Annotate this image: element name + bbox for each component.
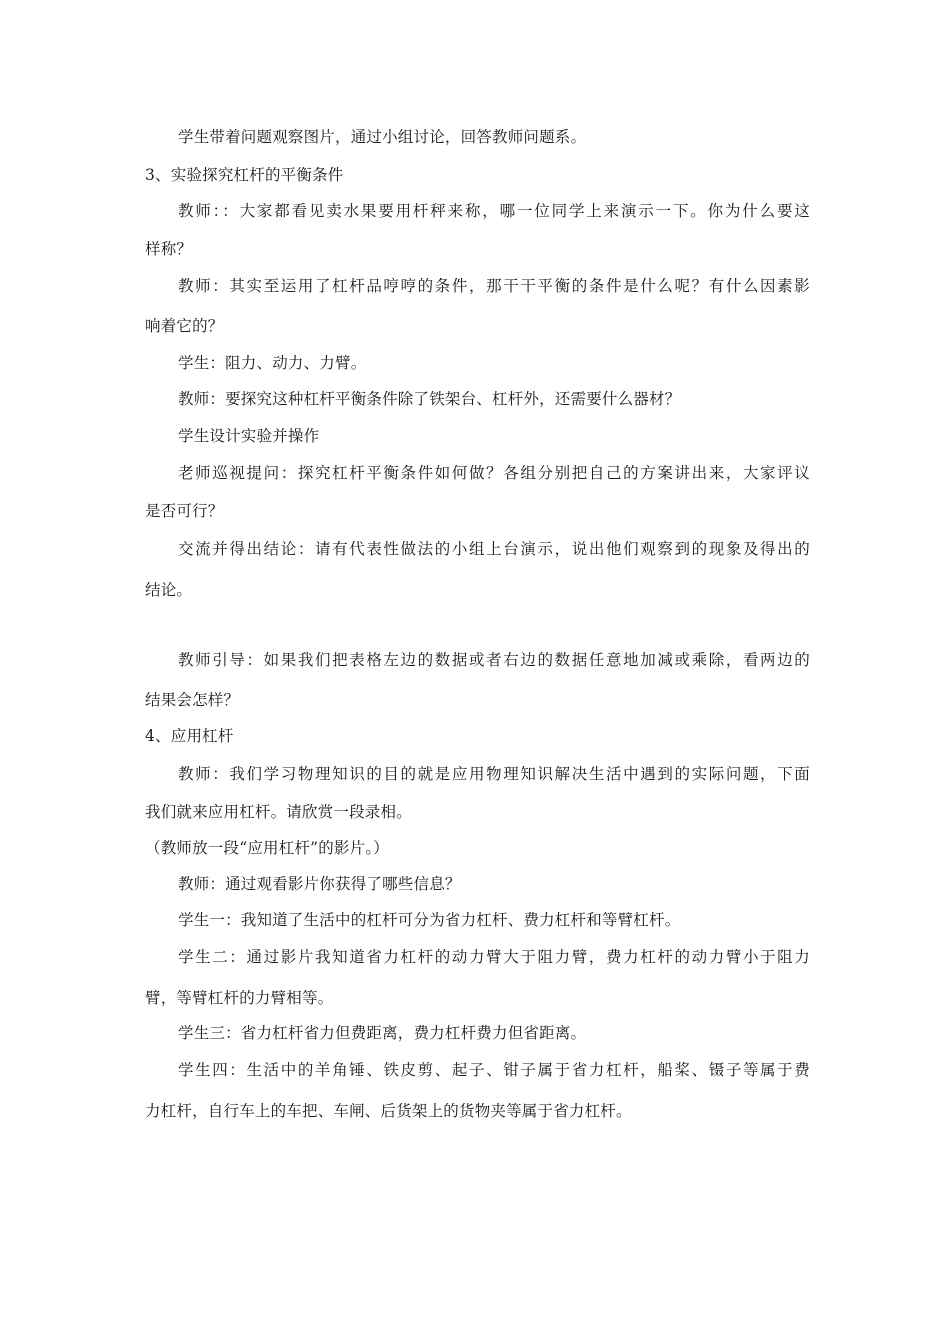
- paragraph-line: 学生：阻力、动力、力臂。: [178, 354, 367, 372]
- paragraph-line: 响着它的？: [145, 317, 224, 335]
- paragraph-line: （教师放一段“应用杠杆”的影片。）: [145, 839, 389, 857]
- paragraph-line: 是否可行？: [145, 502, 224, 520]
- paragraph-line: 学生设计实验并操作: [178, 427, 320, 445]
- paragraph-line: 教师：：大家都看见卖水果要用杆秤来称，哪一位同学上来演示一下。你为什么要这: [178, 202, 810, 220]
- paragraph-line: 我们就来应用杠杆。请欣赏一段录相。: [145, 803, 412, 821]
- paragraph-line: 臂，等臂杠杆的力臂相等。: [145, 989, 334, 1007]
- paragraph-line: 交流并得出结论：请有代表性做法的小组上台演示，说出他们观察到的现象及得出的: [178, 540, 810, 558]
- paragraph-line: 教师：其实至运用了杠杆品哼哼的条件，那干干平衡的条件是什么呢？有什么因素影: [178, 277, 810, 295]
- section-heading: 4、应用杠杆: [145, 727, 234, 745]
- paragraph-line: 学生带着问题观察图片，通过小组讨论，回答教师问题系。: [178, 128, 587, 146]
- paragraph-line: 学生三：省力杠杆省力但费距离，费力杠杆费力但省距离。: [178, 1024, 587, 1042]
- paragraph-line: 教师引导：如果我们把表格左边的数据或者右边的数据任意地加减或乘除，看两边的: [178, 651, 810, 669]
- paragraph-line: 样称？: [145, 240, 193, 258]
- paragraph-line: 学生一：我知道了生活中的杠杆可分为省力杠杆、费力杠杆和等臂杠杆。: [178, 911, 681, 929]
- paragraph-line: 力杠杆，自行车上的车把、车闸、后货架上的货物夹等属于省力杠杆。: [145, 1102, 632, 1120]
- paragraph-line: 结果会怎样？: [145, 691, 240, 709]
- section-heading: 3、实验探究杠杆的平衡条件: [145, 166, 344, 184]
- paragraph-line: 教师：通过观看影片你获得了哪些信息？: [178, 875, 461, 893]
- paragraph-line: 老师巡视提问：探究杠杆平衡条件如何做？各组分别把自己的方案讲出来，大家评议: [178, 464, 810, 482]
- paragraph-line: 学生二：通过影片我知道省力杠杆的动力臂大于阻力臂，费力杠杆的动力臂小于阻力: [178, 948, 810, 966]
- paragraph-line: 结论。: [145, 581, 193, 599]
- paragraph-line: 教师：我们学习物理知识的目的就是应用物理知识解决生活中遇到的实际问题，下面: [178, 765, 810, 783]
- paragraph-line: 学生四：生活中的羊角锤、铁皮剪、起子、钳子属于省力杠杆，船桨、镊子等属于费: [178, 1061, 810, 1079]
- paragraph-line: 教师：要探究这种杠杆平衡条件除了铁架台、杠杆外，还需要什么器材？: [178, 390, 681, 408]
